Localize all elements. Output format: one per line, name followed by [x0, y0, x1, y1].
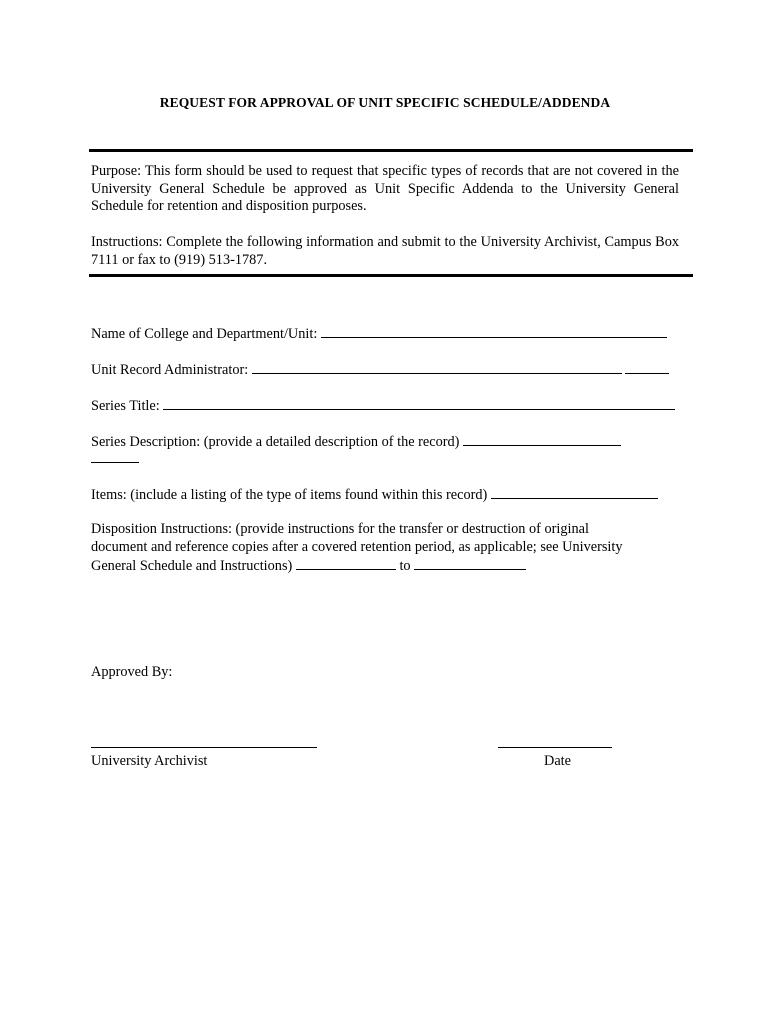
date-label: Date [544, 753, 571, 769]
disposition-label: General Schedule and Instructions) [91, 558, 293, 574]
disposition-line-2: document and reference copies after a covered retention period, as applicable; see University [91, 539, 623, 555]
series-title-label: Series Title: [91, 398, 160, 414]
series-description-input[interactable] [463, 431, 621, 446]
instructions-text: Instructions: Complete the following information and submit to the University Archivist, Campus Box 7111 or fax to (919) 513-1787. [91, 234, 679, 268]
disposition-line-1: Disposition Instructions: (provide instructions for the transfer or destruction of original [91, 521, 589, 537]
disposition-from-input[interactable] [296, 555, 396, 570]
admin-input[interactable] [252, 359, 622, 374]
to-label: to [399, 558, 411, 574]
series-title-field [91, 395, 675, 415]
items-label: Items: (include a listing of the type of items found within this record) [91, 487, 488, 503]
form-title: REQUEST FOR APPROVAL OF UNIT SPECIFIC SCHEDULE/ADDENDA [159, 95, 611, 110]
top-divider [89, 149, 693, 152]
admin-field [91, 359, 669, 379]
items-field [91, 484, 658, 504]
college-label: Name of College and Department/Unit: [91, 326, 318, 342]
admin-label: Unit Record Administrator: [91, 362, 249, 378]
bottom-divider [89, 274, 693, 277]
archivist-signature-line[interactable] [91, 747, 317, 748]
items-input[interactable] [491, 484, 658, 499]
disposition-to-input[interactable] [414, 555, 526, 570]
series-description-field [91, 431, 621, 451]
date-signature-line[interactable] [498, 747, 612, 748]
disposition-line-3 [91, 555, 526, 575]
purpose-text: Purpose: This form should be used to request that specific types of records that are not covered in the University General Schedule be approved as Unit Specific Addenda to the University General Schedule for retention and disposition purposes. [91, 163, 679, 215]
approved-by-label: Approved By: [91, 664, 173, 680]
college-input[interactable] [321, 323, 667, 338]
college-field [91, 323, 667, 343]
series-description-label: Series Description: (provide a detailed description of the record) [91, 434, 460, 450]
admin-input-extension[interactable] [625, 359, 669, 374]
series-title-input[interactable] [163, 395, 675, 410]
series-description-input-continued[interactable] [91, 462, 139, 463]
archivist-label: University Archivist [91, 753, 208, 769]
